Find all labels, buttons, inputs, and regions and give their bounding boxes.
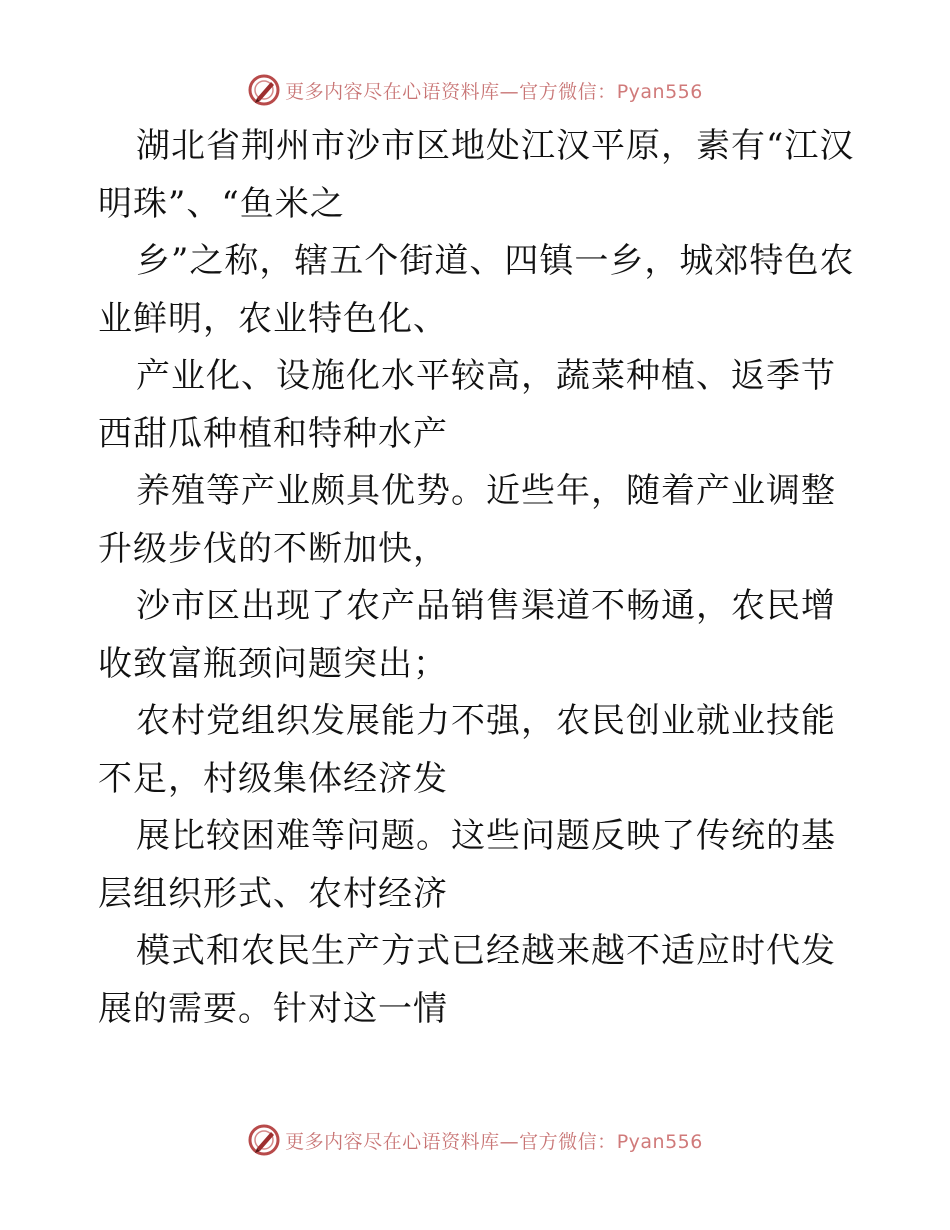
paragraph: 湖北省荆州市沙市区地处江汉平原，素有“江汉明珠”、“鱼米之 (98, 126, 855, 224)
banner-account: Pyan556 (616, 80, 703, 103)
banner-slogan: 更多内容尽在心语资料库 (285, 1130, 500, 1153)
header-banner (0, 70, 950, 110)
paragraph: 展比较困难等问题。这些问题反映了传统的基层组织形式、农村经济 (98, 816, 836, 914)
banner-dash: — (499, 80, 520, 103)
banner-label: 官方微信： (519, 80, 617, 103)
paragraph: 养殖等产业颇具优势。近些年，随着产业调整升级步伐的不断加快， (98, 471, 836, 569)
footer-banner (0, 1120, 950, 1160)
banner-account: Pyan556 (616, 1130, 703, 1153)
document-body (98, 118, 858, 1038)
paragraph: 产业化、设施化水平较高，蔬菜种植、返季节西甜瓜种植和特种水产 (98, 356, 836, 454)
paragraph: 沙市区出现了农产品销售渠道不畅通，农民增收致富瓶颈问题突出； (98, 586, 836, 684)
pen-circle-icon (247, 1123, 281, 1157)
banner-text (285, 77, 703, 104)
paragraph: 农村党组织发展能力不强，农民创业就业技能不足，村级集体经济发 (98, 701, 836, 799)
banner-text (285, 1127, 703, 1154)
pen-circle-icon (247, 73, 281, 107)
banner-label: 官方微信： (519, 1130, 617, 1153)
paragraph: 模式和农民生产方式已经越来越不适应时代发展的需要。针对这一情 (98, 931, 836, 1029)
paragraph: 乡”之称，辖五个街道、四镇一乡，城郊特色农业鲜明，农业特色化、 (98, 241, 855, 339)
banner-slogan: 更多内容尽在心语资料库 (285, 80, 500, 103)
banner-dash: — (499, 1130, 520, 1153)
